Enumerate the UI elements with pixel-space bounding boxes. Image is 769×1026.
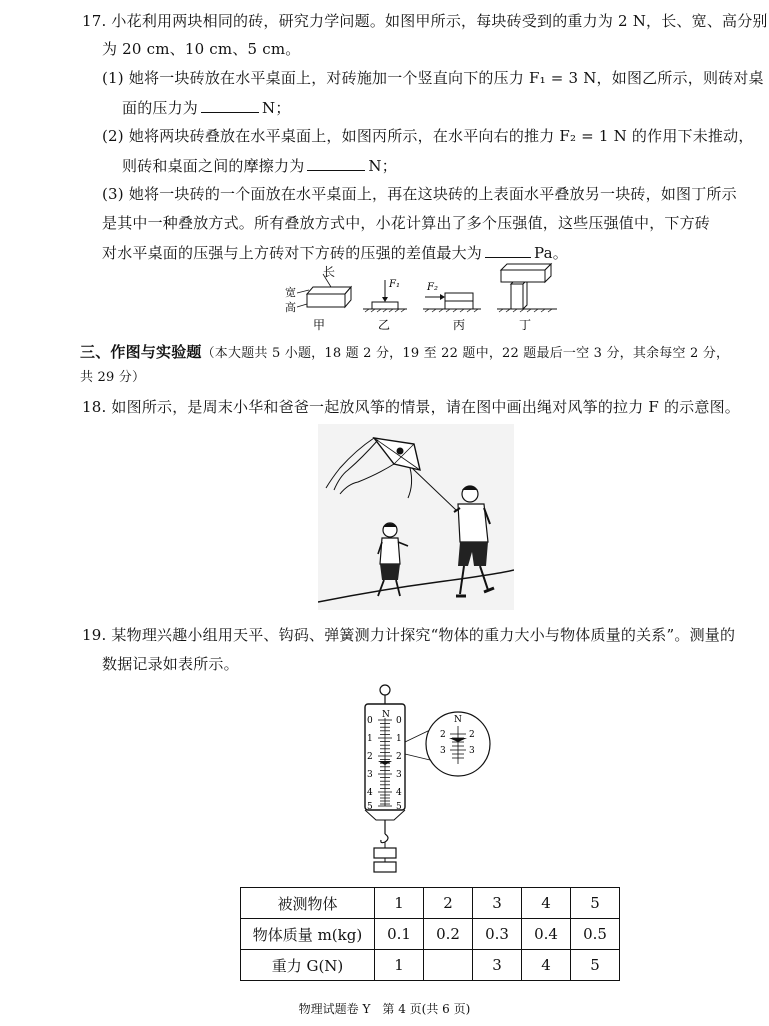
brick-figures: [275, 262, 575, 334]
q18-text: 18. 如图所示，是周末小华和爸爸一起放风筝的情景，请在图中画出绳对风筝的拉力 F 的示意图。: [82, 398, 740, 416]
table-cell: 0.1: [375, 919, 424, 950]
q17-part1-line1: (1) 她将一块砖放在水平桌面上，对砖施加一个竖直向下的压力 F₁ = 3 N，如图乙所示，则砖对桌: [102, 69, 764, 87]
hook-weight-top: [374, 848, 396, 858]
section-3-title: 三、作图与实验题: [80, 343, 202, 361]
label-long: 长: [323, 265, 336, 279]
tick-label-left-5: 5: [367, 802, 373, 812]
tick-label-right-4: 4: [396, 788, 402, 798]
tick-label-left-1: 1: [367, 734, 373, 744]
brick-figure-bing: [423, 282, 481, 332]
table-header-cell: 1: [375, 888, 424, 919]
q17-part2-text: 则砖和桌面之间的摩擦力为: [122, 157, 305, 175]
label-f2: F₂: [427, 282, 438, 293]
table-cell: 0.3: [473, 919, 522, 950]
kite-scene-illustration: [318, 424, 514, 610]
q17-part3-line2: 是其中一种叠放方式。所有叠放方式中，小花计算出了多个压强值，这些压强值中，下方砖: [102, 214, 711, 232]
table-cell: 1: [375, 950, 424, 981]
q17-part3-line3: [102, 242, 568, 263]
table-cell: 5: [571, 950, 620, 981]
zoom-tick-right-3: 3: [469, 746, 475, 756]
table-cell-empty[interactable]: [424, 950, 473, 981]
tick-label-left-0: 0: [367, 716, 373, 726]
table-cell: 0.2: [424, 919, 473, 950]
table-row-weight: [241, 950, 620, 981]
table-row-header: [241, 888, 620, 919]
q19-text-line1: 19. 某物理兴趣小组用天平、钩码、弹簧测力计探究“物体的重力大小与物体质量的关系”。测量的: [82, 626, 736, 644]
zoom-unit: N: [454, 715, 462, 725]
q19-text-line2: 数据记录如表所示。: [102, 655, 239, 673]
table-cell: 0.5: [571, 919, 620, 950]
tick-label-right-3: 3: [396, 770, 402, 780]
zoom-tick-left-2: 2: [440, 730, 446, 740]
label-f1: F₁: [389, 279, 400, 290]
label-high: 高: [285, 301, 296, 314]
zoom-tick-left-3: 3: [440, 746, 446, 756]
label-wide: 宽: [285, 286, 296, 299]
q17-part1-unit: N；: [262, 99, 291, 117]
tick-label-left-3: 3: [367, 770, 373, 780]
q17-part3-text: 对水平桌面的压强与上方砖对下方砖的压强的差值最大为: [102, 244, 483, 262]
gauge-unit: N: [382, 710, 390, 720]
caption-jia: 甲: [313, 318, 326, 332]
table-mass-label: 物体质量 m(kg): [241, 919, 375, 950]
q17-part3-line1: (3) 她将一块砖的一个面放在水平桌面上，再在这块砖的上表面水平叠放另一块砖，如图丁所示: [102, 185, 737, 203]
tick-label-right-5: 5: [396, 802, 402, 812]
kite-point: [397, 448, 404, 455]
table-header-label: 被测物体: [241, 888, 375, 919]
q17-part1-line2: [122, 97, 291, 118]
caption-yi: 乙: [378, 318, 391, 332]
q17-intro-line2: 为 20 cm、10 cm、5 cm。: [102, 40, 301, 58]
section-3-note-line1: （本大题共 5 小题，18 题 2 分，19 至 22 题中，22 题最后一空 3 分，其余每空 2 分，: [201, 346, 730, 361]
caption-ding: 丁: [519, 318, 532, 332]
table-header-cell: 4: [522, 888, 571, 919]
page-footer: 物理试题卷 Y 第 4 页(共 6 页): [298, 1002, 471, 1016]
brick-figure-yi: [363, 279, 407, 332]
q17-part2-unit: N；: [368, 157, 397, 175]
table-weight-label: 重力 G(N): [241, 950, 375, 981]
answer-blank-3[interactable]: [485, 242, 531, 258]
hook-weight-bottom: [374, 862, 396, 872]
section-3-note-line2: 共 29 分）: [80, 370, 146, 385]
tick-label-right-2: 2: [396, 752, 402, 762]
tick-label-right-0: 0: [396, 716, 402, 726]
table-header-cell: 3: [473, 888, 522, 919]
table-row-mass: [241, 919, 620, 950]
table-header-cell: 2: [424, 888, 473, 919]
answer-blank-2[interactable]: [307, 155, 365, 171]
brick-figure-jia: [285, 265, 351, 332]
brick-figure-ding: [497, 264, 557, 332]
zoom-tick-right-2: 2: [469, 730, 475, 740]
tick-label-left-2: 2: [367, 752, 373, 762]
q17-part3-unit: Pa。: [534, 244, 568, 262]
spring-scale-figure: [356, 682, 496, 880]
q17-part2-line1: (2) 她将两块砖叠放在水平桌面上，如图丙所示，在水平向右的推力 F₂ = 1 N 的作用下未推动，: [102, 127, 754, 145]
table-cell: 3: [473, 950, 522, 981]
tick-label-left-4: 4: [367, 788, 373, 798]
section-3-heading: [80, 342, 729, 364]
tick-label-right-1: 1: [396, 734, 402, 744]
table-header-cell: 5: [571, 888, 620, 919]
table-cell: 4: [522, 950, 571, 981]
q17-part1-text: 面的压力为: [122, 99, 199, 117]
caption-bing: 丙: [453, 318, 466, 332]
q17-part2-line2: [122, 155, 397, 176]
data-table: [240, 887, 620, 981]
answer-blank-1[interactable]: [201, 97, 259, 113]
q17-intro-line1: 17. 小花利用两块相同的砖，研究力学问题。如图甲所示，每块砖受到的重力为 2 N，长、宽、高分别: [82, 12, 768, 30]
table-cell: 0.4: [522, 919, 571, 950]
